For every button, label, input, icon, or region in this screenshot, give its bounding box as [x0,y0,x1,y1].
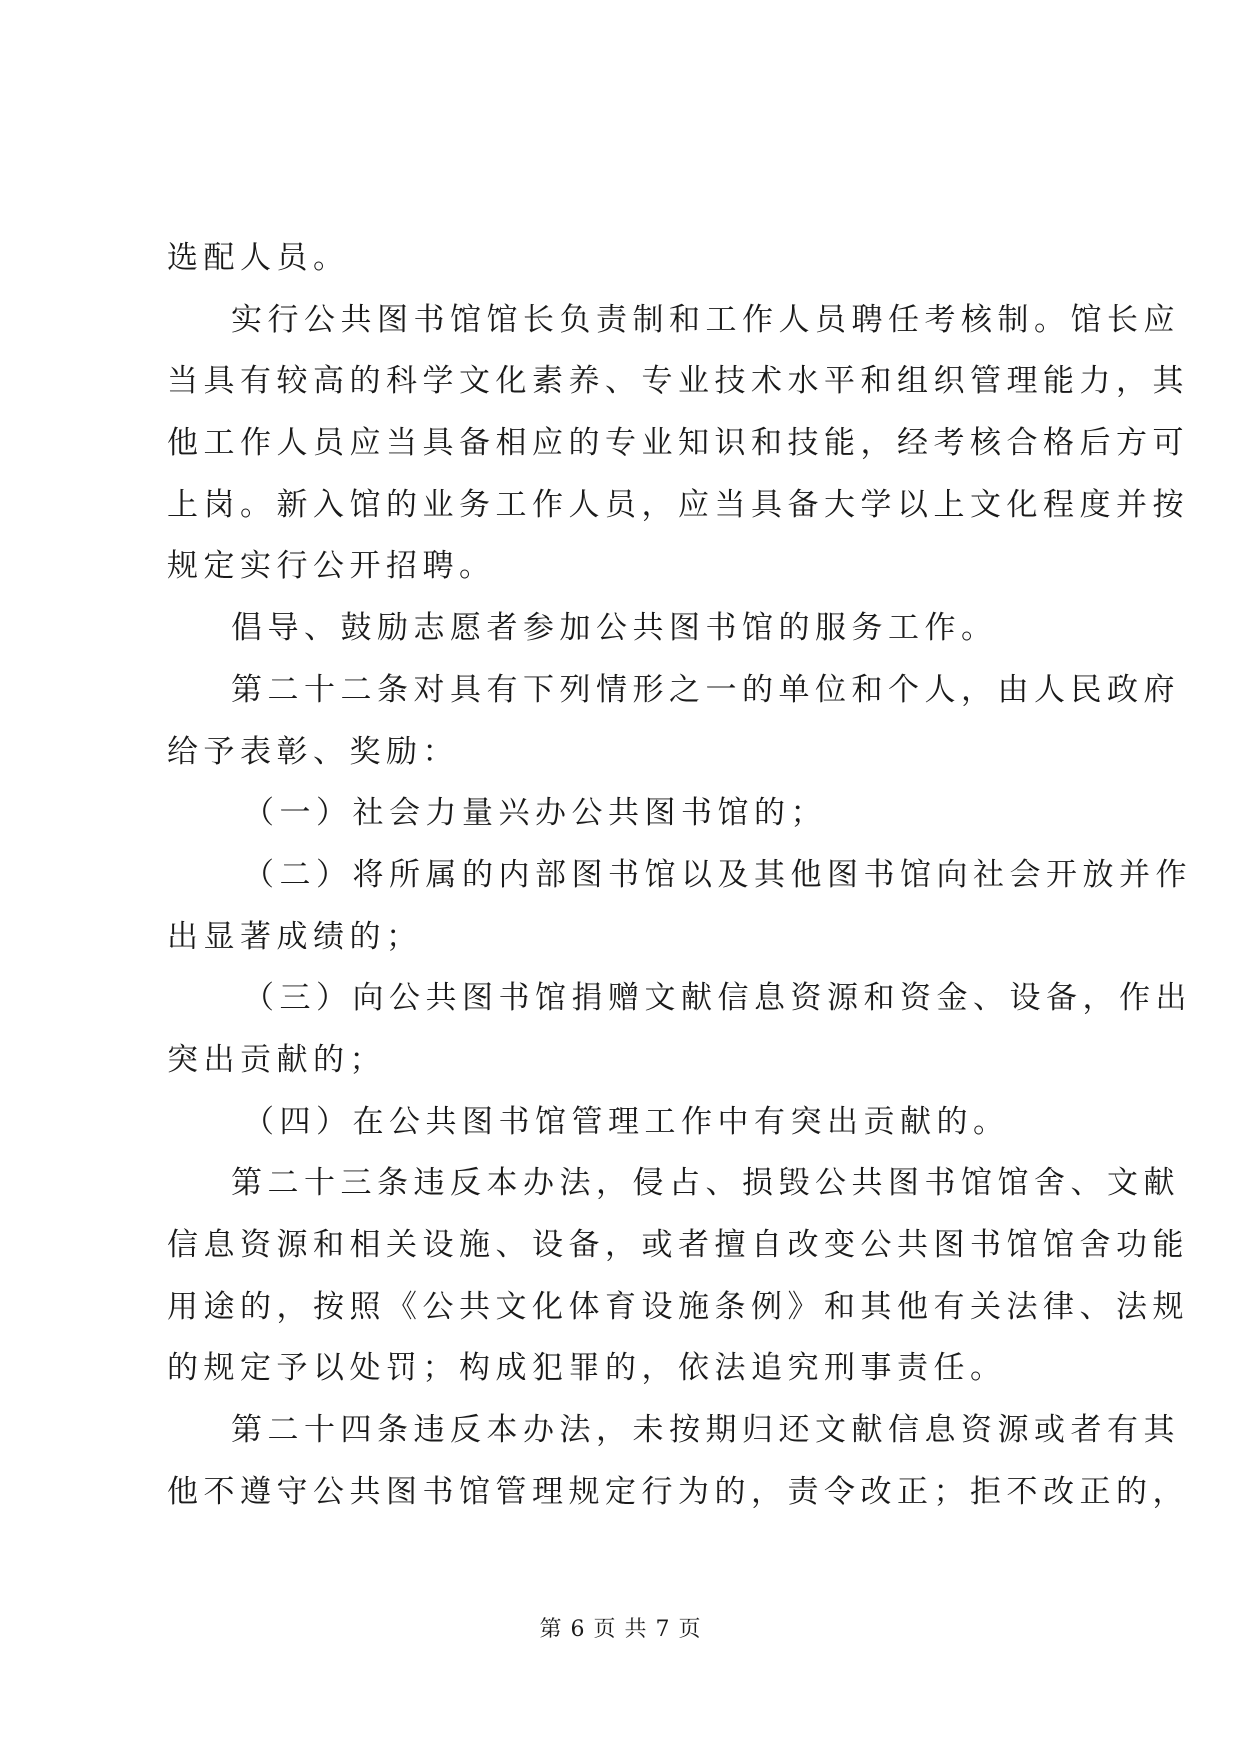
text-line: 选配人员。 [167,240,350,276]
list-item-3: （三）向公共图书馆捐赠文献信息资源和资金、设备，作出 [243,980,1192,1017]
text-line: 规定实行公开招聘。 [167,548,496,585]
text-line: 他工作人员应当具备相应的专业知识和技能，经考核合格后方可 [167,425,1189,462]
text-line: 用途的，按照《公共文化体育设施条例》和其他有关法律、法规 [167,1288,1189,1325]
list-item-1: （一）社会力量兴办公共图书馆的； [243,795,827,832]
article-22-start: 第二十二条对具有下列情形之一的单位和个人，由人民政府 [231,671,1180,708]
paragraph-start: 实行公共图书馆馆长负责制和工作人员聘任考核制。馆长应 [231,301,1180,338]
text-line: 他不遵守公共图书馆管理规定行为的，责令改正；拒不改正的， [167,1473,1189,1510]
text-line: 当具有较高的科学文化素养、专业技术水平和组织管理能力，其 [167,363,1189,400]
text-line: 出显著成绩的； [167,918,423,955]
list-item-4: （四）在公共图书馆管理工作中有突出贡献的。 [243,1103,1010,1140]
text-line: 信息资源和相关设施、设备，或者擅自改变公共图书馆馆舍功能 [167,1227,1189,1263]
article-23-start: 第二十三条违反本办法，侵占、损毁公共图书馆馆舍、文献 [231,1165,1180,1202]
body-text [167,228,1192,1523]
text-line: 突出贡献的； [167,1041,386,1078]
paragraph-start: 倡导、鼓励志愿者参加公共图书馆的服务工作。 [231,610,998,647]
page-footer: 第 6 页 共 7 页 [539,1617,702,1642]
article-24-start: 第二十四条违反本办法，未按期归还文献信息资源或者有其 [231,1412,1180,1449]
text-line: 上岗。新入馆的业务工作人员，应当具备大学以上文化程度并按 [167,486,1189,523]
text-line: 给予表彰、奖励： [167,733,459,770]
text-line: 的规定予以处罚；构成犯罪的，依法追究刑事责任。 [167,1350,1007,1387]
list-item-2: （二）将所属的内部图书馆以及其他图书馆向社会开放并作 [243,856,1192,893]
